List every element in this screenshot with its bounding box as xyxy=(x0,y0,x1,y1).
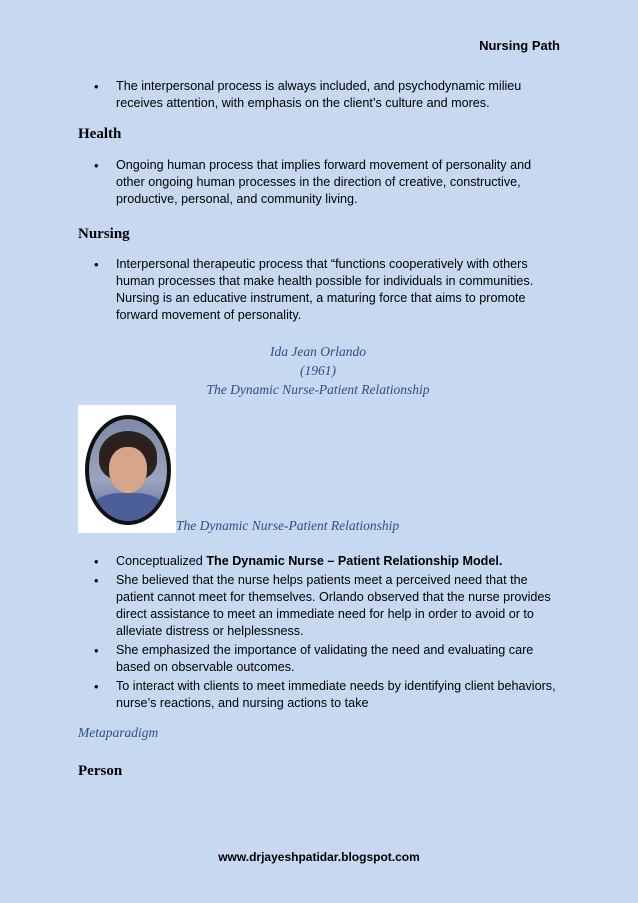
intro-section xyxy=(78,78,558,114)
list-item: • Interpersonal therapeutic process that “functions cooperatively with others human processes that make health possible for individuals in communities. Nursing is an educative instrument, a maturing force that aims to promote forward movement of personality. xyxy=(78,256,558,324)
theorist-theory: The Dynamic Nurse-Patient Relationship xyxy=(206,382,430,397)
page-header-title: Nursing Path xyxy=(479,38,560,53)
list-item: • The interpersonal process is always included, and psychodynamic milieu receives attention, with emphasis on the client’s culture and mores. xyxy=(78,78,558,112)
portrait-photo xyxy=(89,419,167,521)
orlando-section xyxy=(78,553,558,714)
person-heading: Person xyxy=(78,763,123,779)
list-item: • Ongoing human process that implies forward movement of personality and other ongoing human processes in the direction of creative, constructive, productive, personal, and community living. xyxy=(78,157,558,208)
footer-url: www.drjayeshpatidar.blogspot.com xyxy=(218,850,420,864)
nursing-section xyxy=(78,226,558,326)
list-item: • She believed that the nurse helps patients meet a perceived need that the patient cannot meet for themselves. Orlando observed that the nurse provides direct assistance to meet an immediate need for help in order to avoid or to alleviate distress or helplessness. xyxy=(78,572,558,640)
theorist-year: (1961) xyxy=(300,363,336,378)
model-name: The Dynamic Nurse – Patient Relationship Model. xyxy=(206,554,503,568)
portrait-frame xyxy=(85,415,171,525)
health-heading: Health xyxy=(78,126,122,142)
list-item: • To interact with clients to meet immediate needs by identifying client behaviors, nurse’s reactions, and nursing actions to take xyxy=(78,678,558,712)
list-item: • She emphasized the importance of validating the need and evaluating care based on observable outcomes. xyxy=(78,642,558,676)
nursing-bullet-list xyxy=(78,256,558,324)
theorist-name: Ida Jean Orlando xyxy=(270,344,366,359)
health-section xyxy=(78,126,558,210)
portrait-caption: The Dynamic Nurse-Patient Relationship xyxy=(176,518,400,533)
list-item xyxy=(78,553,558,570)
bullet-prefix: Conceptualized xyxy=(116,554,207,568)
theorist-portrait xyxy=(78,405,176,533)
orlando-bullet-list xyxy=(78,553,558,712)
intro-bullet-list xyxy=(78,78,558,112)
health-bullet-list xyxy=(78,157,558,208)
metaparadigm-label: Metaparadigm xyxy=(78,725,159,740)
theorist-block xyxy=(78,342,558,399)
nursing-heading: Nursing xyxy=(78,226,130,242)
